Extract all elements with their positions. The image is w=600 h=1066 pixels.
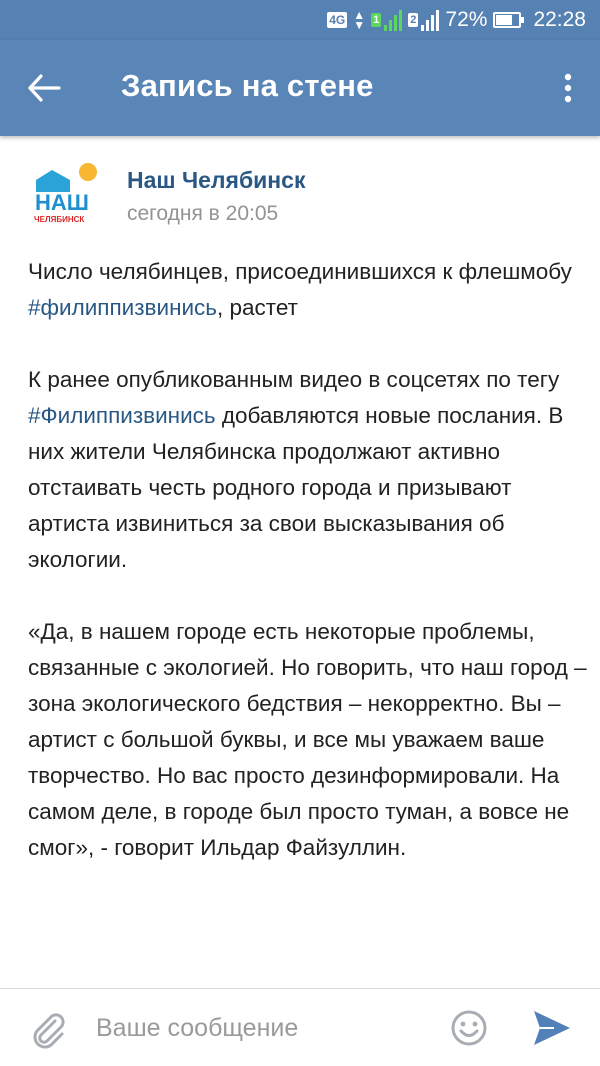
network-type-badge: 4G [329,13,346,27]
paragraph-text: К ранее опубликованным видео в соцсетях по тегу [28,367,560,392]
paragraph-text: добавляются новые послания. В них жители Челябинска продолжают активно отстаивать честь родного города и призывают артиста извиниться за свои высказывания об экологии. [28,403,564,572]
back-button[interactable] [20,64,68,112]
post-paragraph [28,362,588,578]
sim2-signal-icon [408,9,439,31]
smile-icon [450,1009,488,1047]
hashtag-link[interactable]: #Филиппизвинись [28,403,216,428]
message-composer [0,988,600,1066]
page-title: Запись на стене [121,68,374,103]
send-icon [530,1007,574,1049]
post-paragraph [28,254,588,326]
status-icons [327,0,586,40]
paragraph-text: «Да, в нашем городе есть некоторые проблемы, связанные с экологией. Но говорить, что наш город – зона экологического бедствия – некорректно. Вы – артист с большой буквы, и все мы уважаем ваше творчество. Но вас просто дезинформировали. На самом деле, в городе был просто туман, а вовсе не смог», - говорит Ильдар Файзуллин. [28,619,587,860]
app-toolbar [0,40,600,136]
data-activity-icon: ▲ ▼ [353,8,366,32]
battery-percent: 72% [445,8,488,31]
post-author[interactable]: Наш Челябинск [127,167,306,193]
emoji-button[interactable] [450,1009,488,1047]
sim1-signal-icon [371,9,402,31]
send-button[interactable] [530,1007,574,1049]
sim1-badge: 1 [373,14,380,26]
battery-icon [493,12,521,28]
battery-level [496,15,512,25]
status-bar [0,0,600,40]
arrow-left-icon [27,74,61,102]
hashtag-link[interactable]: #филиппизвинись [28,295,218,320]
paragraph-text: , растет [217,295,298,320]
attach-button[interactable] [28,1009,68,1049]
post-time: сегодня в 20:05 [127,202,279,225]
clock: 22:28 [533,8,586,31]
sim2-badge: 2 [410,14,417,26]
post-paragraph [28,614,588,866]
paperclip-icon [28,1009,68,1049]
more-menu-button[interactable] [550,64,586,112]
logo-sub-text: ЧЕЛЯБИНСК [34,215,85,224]
community-logo [30,158,104,232]
logo-main-text: НАШ [35,190,89,215]
paragraph-text: Число челябинцев, присоединившихся к флешмобу [28,259,572,284]
more-vertical-icon [564,73,572,103]
community-avatar[interactable] [30,158,104,232]
message-input[interactable] [94,1003,438,1053]
post-body [28,254,588,902]
